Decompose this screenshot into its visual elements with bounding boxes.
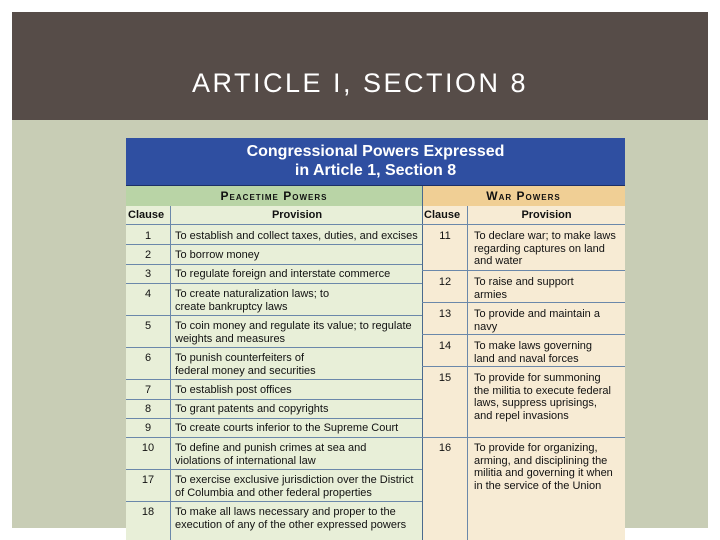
divider — [170, 206, 171, 540]
war-provision-header: Provision — [521, 209, 572, 221]
divider — [126, 399, 422, 400]
peace-clause-18: 18 — [141, 506, 155, 518]
peace-provision-4: To create naturalization laws; to create bankruptcy laws — [175, 288, 330, 313]
table-title-line-2: in Article 1, Section 8 — [294, 162, 457, 179]
peacetime-header: Peacetime Powers — [220, 189, 328, 203]
peace-clause-2: 2 — [144, 249, 152, 261]
divider — [422, 366, 625, 367]
peace-clause-3: 3 — [144, 268, 152, 280]
war-provision-12: To raise and support armies — [474, 276, 574, 301]
peace-provision-8: To grant patents and copyrights — [175, 403, 329, 415]
war-header: War Powers — [486, 189, 561, 203]
peace-clause-9: 9 — [144, 422, 152, 434]
divider — [422, 437, 625, 438]
divider — [422, 334, 625, 335]
divider — [126, 418, 422, 419]
divider — [422, 302, 625, 303]
peace-provision-6: To punish counterfeiters of federal money and securities — [175, 352, 316, 377]
peace-clause-5: 5 — [144, 320, 152, 332]
war-provision-15: To provide for summoning the militia to execute federal laws, suppress uprisings, and repel invasions — [474, 372, 611, 422]
war-clause-13: 13 — [438, 308, 452, 320]
peace-provision-1: To establish and collect taxes, duties, and excises — [175, 230, 418, 242]
peace-provision-2: To borrow money — [175, 249, 260, 261]
war-clause-15: 15 — [438, 372, 452, 384]
peace-clause-7: 7 — [144, 384, 152, 396]
divider — [126, 379, 422, 380]
war-provision-11: To declare war; to make laws regarding captures on land and water — [474, 230, 616, 267]
divider — [126, 469, 422, 470]
peace-clause-8: 8 — [144, 403, 152, 415]
divider — [126, 264, 422, 265]
peace-provision-17: To exercise exclusive jurisdiction over the District of Columbia and other federal properties — [175, 474, 414, 499]
peace-clause-4: 4 — [144, 288, 152, 300]
peace-provision-9: To create courts inferior to the Supreme Court — [175, 422, 399, 434]
title-banner — [12, 12, 708, 120]
slide-title: ARTICLE I, SECTION 8 — [191, 68, 529, 98]
war-provision-13: To provide and maintain a navy — [474, 308, 600, 333]
peace-provision-7: To establish post offices — [175, 384, 292, 396]
war-clause-14: 14 — [438, 340, 452, 352]
war-clause-12: 12 — [438, 276, 452, 288]
peace-clause-header: Clause — [128, 209, 165, 221]
peace-provision-header: Provision — [271, 209, 323, 221]
divider — [126, 224, 625, 225]
powers-table — [126, 138, 625, 540]
divider — [126, 283, 422, 284]
peace-provision-5: To coin money and regulate its value; to regulate weights and measures — [175, 320, 412, 345]
war-clause-16: 16 — [438, 442, 452, 454]
table-title-line-1: Congressional Powers Expressed — [246, 143, 505, 160]
peace-clause-6: 6 — [144, 352, 152, 364]
peace-provision-18: To make all laws necessary and proper to the execution of any of the other expressed powers — [175, 506, 407, 531]
war-clause-header: Clause — [424, 209, 461, 221]
divider — [126, 501, 422, 502]
divider — [126, 244, 422, 245]
divider — [467, 206, 468, 540]
table-title — [126, 138, 625, 186]
peace-provision-10: To define and punish crimes at sea and violations of international law — [175, 442, 367, 467]
divider — [126, 347, 422, 348]
divider — [126, 315, 422, 316]
peace-clause-17: 17 — [141, 474, 155, 486]
war-provision-16: To provide for organizing, arming, and disciplining the militia and governing it when in the service of the Union — [474, 442, 613, 492]
divider — [422, 270, 625, 271]
divider — [126, 437, 422, 438]
peace-provision-3: To regulate foreign and interstate commerce — [175, 268, 391, 280]
war-provision-14: To make laws governing land and naval forces — [474, 340, 593, 365]
war-clause-11: 11 — [439, 230, 451, 242]
peace-clause-1: 1 — [144, 230, 152, 242]
peace-clause-10: 10 — [141, 442, 155, 454]
